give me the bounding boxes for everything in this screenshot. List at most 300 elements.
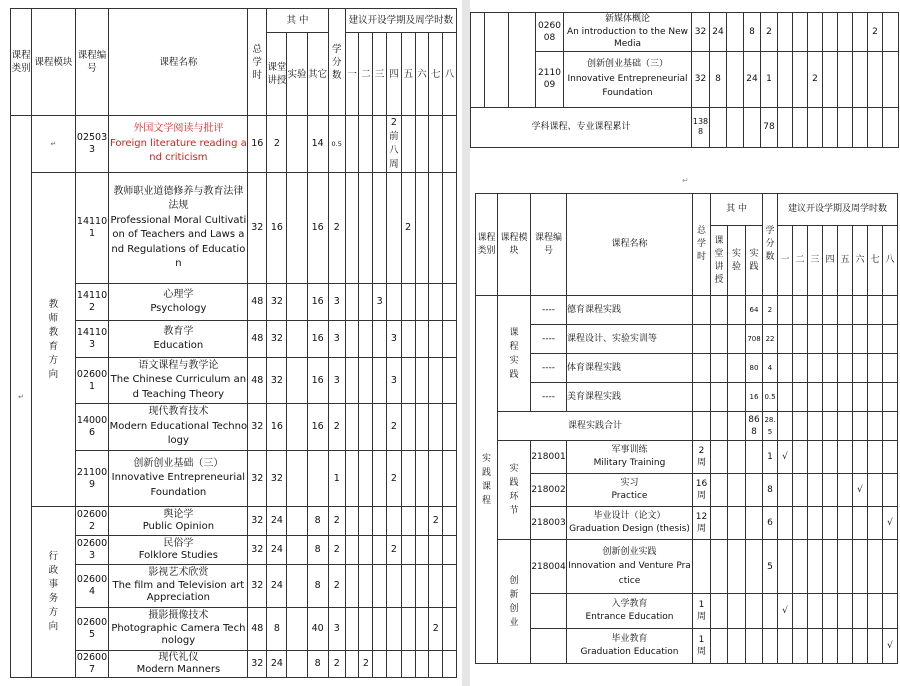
empty-cell	[838, 383, 853, 412]
sem-4	[386, 507, 401, 536]
sem-8: √	[883, 507, 898, 540]
total-hours: 48	[248, 321, 267, 358]
sem-2	[793, 540, 808, 594]
other-hours: 8	[744, 13, 761, 52]
sem-1	[345, 651, 359, 678]
course-name: 语文课程与教学论 The Chinese Curriculum and Teaching Theory	[109, 358, 248, 404]
sem-3	[373, 404, 387, 451]
empty-cell	[808, 383, 823, 412]
header-credit: 学分数	[328, 9, 345, 116]
lecture-hours: 24	[267, 536, 287, 565]
total-hours: 32	[248, 173, 267, 284]
header-credit: 学分数	[763, 194, 778, 296]
total-hours: 32	[248, 451, 267, 507]
empty-cell	[823, 354, 838, 383]
header-category: 课程类别	[11, 9, 32, 116]
sem-2	[793, 13, 808, 52]
empty-cell	[838, 412, 853, 441]
course-code: 026007	[75, 651, 109, 678]
sem-6	[853, 507, 868, 540]
course-code: 141101	[75, 173, 109, 284]
credit: 3	[328, 321, 345, 358]
experiment-hours	[287, 451, 307, 507]
course-name: 入学教育 Entrance Education	[567, 594, 693, 629]
lecture-hours: 24	[267, 507, 287, 536]
sem-3	[373, 173, 387, 284]
sem-5	[838, 13, 853, 52]
sem-4: 2	[386, 536, 401, 565]
sem-4	[823, 474, 838, 507]
table-row	[11, 358, 457, 404]
sem-8	[443, 565, 457, 608]
header-sem-3: 三	[808, 226, 823, 296]
sem-5	[838, 51, 853, 107]
sem-8	[443, 651, 457, 678]
empty-cell	[838, 325, 853, 354]
course-name: 美育课程实践	[567, 383, 693, 412]
sem-8	[883, 540, 898, 594]
category-cell: ↵	[11, 116, 32, 678]
sem-6	[415, 565, 429, 608]
sem-8	[443, 451, 457, 507]
empty-cell	[868, 354, 883, 383]
course-name: 影视艺术欣赏 The film and Television art Appreciation	[109, 565, 248, 608]
table-row	[476, 594, 898, 629]
sem-1	[345, 404, 359, 451]
table-row	[476, 540, 898, 594]
header-sem-1: 一	[778, 226, 793, 296]
subtotal-credit: 78	[761, 107, 778, 147]
sem-5	[838, 507, 853, 540]
course-code: ----	[531, 325, 567, 354]
sem-6	[415, 404, 429, 451]
course-code: 218003	[531, 507, 567, 540]
sem-4: 2 前八周	[386, 116, 401, 173]
header-category: 课程类别	[476, 194, 498, 296]
sem-7	[429, 321, 443, 358]
total-hours: 32	[692, 13, 710, 52]
sem-3	[373, 116, 387, 173]
sem-4	[823, 441, 838, 474]
subtotal-label: 学科课程、专业课程累计	[471, 107, 692, 147]
sem-3	[808, 629, 823, 664]
total-hours: 16 周	[693, 474, 711, 507]
course-code: 211009	[536, 51, 564, 107]
sem-4	[386, 173, 401, 284]
sem-2	[793, 594, 808, 629]
sem-3	[373, 608, 387, 651]
table-row	[476, 325, 898, 354]
sem-2	[359, 565, 373, 608]
total-hours: 1 周	[693, 629, 711, 664]
lecture-hours: 32	[267, 451, 287, 507]
sem-2	[359, 321, 373, 358]
header-total-hours: 总学时	[248, 9, 267, 116]
sem-3	[808, 594, 823, 629]
sem-8	[883, 51, 899, 107]
header-sem-5: 五	[401, 33, 415, 116]
total-hours: 32	[248, 651, 267, 678]
sem-1	[345, 507, 359, 536]
module-cell: ↵	[32, 116, 75, 173]
empty-cell	[853, 354, 868, 383]
header-code: 课程编号	[531, 194, 567, 296]
sem-8	[443, 536, 457, 565]
empty-cell	[711, 507, 728, 540]
course-practice-total-label: 课程实践合计	[498, 412, 693, 441]
sem-6	[415, 321, 429, 358]
empty-cell	[808, 296, 823, 325]
empty-cell	[883, 296, 898, 325]
sem-8	[443, 321, 457, 358]
sem-7	[868, 629, 883, 664]
empty-cell	[728, 507, 746, 540]
header-sem-7: 七	[429, 33, 443, 116]
header-sem-1: 一	[345, 33, 359, 116]
empty-cell	[778, 354, 793, 383]
other-hours: 8	[307, 651, 328, 678]
sem-8	[443, 608, 457, 651]
sem-2	[359, 116, 373, 173]
course-code: ----	[531, 354, 567, 383]
course-name: 创新创业实践 Innovation and Venture Practice	[567, 540, 693, 594]
lecture-hours: 8	[267, 608, 287, 651]
credit	[763, 594, 778, 629]
practice-total: 868	[746, 412, 763, 441]
credit: 4	[763, 354, 778, 383]
credit: 1	[763, 441, 778, 474]
module-admin: 行政事务方向	[32, 507, 75, 678]
other-hours: 16	[307, 358, 328, 404]
course-name: 毕业设计（论文） Graduation Design (thesis)	[567, 507, 693, 540]
module-practice-link: 实践环节	[498, 441, 531, 540]
header-module: 课程模块	[498, 194, 531, 296]
empty-cell	[868, 412, 883, 441]
table-row	[11, 404, 457, 451]
header-other: 其它	[307, 33, 328, 116]
empty-cell	[823, 325, 838, 354]
sem-1	[345, 284, 359, 321]
header-sem-6: 六	[853, 226, 868, 296]
course-code: 211009	[75, 451, 109, 507]
sem-7: 2	[429, 507, 443, 536]
empty-cell	[693, 296, 711, 325]
course-code: 026001	[75, 358, 109, 404]
sem-5	[401, 284, 415, 321]
sem-1	[778, 13, 793, 52]
sem-5	[401, 536, 415, 565]
table-row	[11, 284, 457, 321]
header-sem-3: 三	[373, 33, 387, 116]
sem-4	[823, 540, 838, 594]
lecture-hours: 24	[267, 565, 287, 608]
other-hours: 16	[307, 321, 328, 358]
sem-7	[429, 651, 443, 678]
table-row	[11, 507, 457, 536]
course-name: 军事训练 Military Training	[567, 441, 693, 474]
sem-6	[415, 284, 429, 321]
empty-cell	[808, 325, 823, 354]
sem-4	[386, 565, 401, 608]
course-code	[531, 629, 567, 664]
sem-3	[808, 540, 823, 594]
header-sem-7: 七	[868, 226, 883, 296]
sem-5	[401, 608, 415, 651]
sem-7: 2	[868, 13, 883, 52]
header-lecture: 课堂讲授	[711, 226, 728, 296]
course-code: 026008	[536, 13, 564, 52]
empty-cell	[883, 325, 898, 354]
course-code: 218002	[531, 474, 567, 507]
empty-cell	[693, 325, 711, 354]
sem-6: √	[853, 474, 868, 507]
experiment-hours	[727, 13, 744, 52]
credit: 3	[328, 284, 345, 321]
credit: 3	[328, 608, 345, 651]
sem-6	[415, 358, 429, 404]
sem-2	[359, 536, 373, 565]
empty-cell	[693, 383, 711, 412]
empty-cell	[728, 540, 746, 594]
sem-6	[853, 13, 868, 52]
course-code: 026003	[75, 536, 109, 565]
course-code: 141102	[75, 284, 109, 321]
paragraph-mark: ↵	[682, 176, 689, 185]
sem-3	[373, 565, 387, 608]
sem-2	[359, 608, 373, 651]
experiment-hours	[287, 565, 307, 608]
empty-cell	[823, 107, 838, 147]
sem-1	[345, 321, 359, 358]
sem-6	[853, 540, 868, 594]
header-sem-2: 二	[359, 33, 373, 116]
sem-6	[853, 594, 868, 629]
sem-2	[359, 404, 373, 451]
sem-7	[868, 540, 883, 594]
sem-6	[853, 51, 868, 107]
experiment-hours	[287, 358, 307, 404]
lecture-hours: 8	[710, 51, 727, 107]
empty-cell	[711, 594, 728, 629]
course-name: 舆论学 Public Opinion	[109, 507, 248, 536]
practice-hours: 80	[746, 354, 763, 383]
sem-4	[823, 629, 838, 664]
empty-cell	[853, 107, 868, 147]
header-among: 其 中	[711, 194, 763, 226]
credit: 5	[763, 540, 778, 594]
empty-cell	[728, 383, 746, 412]
sem-4	[386, 284, 401, 321]
empty-cell	[868, 107, 883, 147]
total-hours: 32	[248, 536, 267, 565]
course-code: 140006	[75, 404, 109, 451]
table-row	[476, 383, 898, 412]
credit: 2	[328, 404, 345, 451]
table-row	[11, 116, 457, 173]
empty-cell	[711, 354, 728, 383]
sem-2	[793, 51, 808, 107]
table-row	[11, 321, 457, 358]
sem-7	[868, 507, 883, 540]
table-row	[476, 474, 898, 507]
course-code: 218001	[531, 441, 567, 474]
sem-5	[838, 540, 853, 594]
other-hours: 16	[307, 284, 328, 321]
header-total-hours: 总学时	[693, 194, 711, 296]
course-code	[531, 594, 567, 629]
sem-1	[345, 358, 359, 404]
credit-total: 28.5	[763, 412, 778, 441]
sem-8	[883, 441, 898, 474]
course-code: 026002	[75, 507, 109, 536]
sem-1	[345, 565, 359, 608]
empty-cell	[778, 383, 793, 412]
course-name: 德育课程实践	[567, 296, 693, 325]
course-code: 025033	[75, 116, 109, 173]
header-experiment: 实验	[287, 33, 307, 116]
header-name: 课程名称	[567, 194, 693, 296]
empty-cell	[793, 296, 808, 325]
header-sem-4: 四	[823, 226, 838, 296]
empty-cell	[823, 412, 838, 441]
course-name: 新媒体概论 An introduction to the New Media	[564, 13, 692, 52]
credit: 22	[763, 325, 778, 354]
sem-8	[443, 358, 457, 404]
credit: 2	[761, 13, 778, 52]
credit: 2	[328, 507, 345, 536]
sem-1	[345, 608, 359, 651]
course-name: 心理学 Psychology	[109, 284, 248, 321]
category-cell	[485, 13, 509, 108]
practice-course-table	[475, 193, 898, 664]
empty-cell	[711, 540, 728, 594]
sem-1	[345, 451, 359, 507]
sem-1	[778, 51, 793, 107]
empty-cell	[693, 412, 711, 441]
empty-cell	[778, 296, 793, 325]
header-module: 课程模块	[32, 9, 75, 116]
sem-1	[778, 540, 793, 594]
sem-2	[793, 474, 808, 507]
empty-cell	[711, 296, 728, 325]
credit: 3	[328, 358, 345, 404]
course-code: 141103	[75, 321, 109, 358]
credit: 2	[328, 173, 345, 284]
empty-cell	[728, 412, 746, 441]
table-row	[11, 173, 457, 284]
course-name: 外国文学阅读与批评 Foreign literature reading and criticism	[109, 116, 248, 173]
other-hours: 40	[307, 608, 328, 651]
course-name: 创新创业基础（三） Innovative Entrepreneurial Foundation	[109, 451, 248, 507]
sem-7	[429, 116, 443, 173]
sem-1	[345, 536, 359, 565]
empty-cell	[778, 412, 793, 441]
other-hours: 16	[307, 173, 328, 284]
credit: 6	[763, 507, 778, 540]
other-hours	[307, 451, 328, 507]
sem-8	[443, 284, 457, 321]
sem-6	[415, 536, 429, 565]
sem-4	[823, 13, 838, 52]
total-hours: 48	[248, 358, 267, 404]
course-code: 026005	[75, 608, 109, 651]
lecture-hours: 32	[267, 321, 287, 358]
empty-cell	[746, 507, 763, 540]
total-hours: 32	[248, 404, 267, 451]
empty-cell	[711, 412, 728, 441]
header-sem-8: 八	[443, 33, 457, 116]
sem-7	[429, 358, 443, 404]
experiment-hours	[287, 116, 307, 173]
sem-1	[778, 629, 793, 664]
course-name: 教育学 Education	[109, 321, 248, 358]
header-among: 其 中	[267, 9, 328, 33]
table-row	[476, 507, 898, 540]
sem-4: 2	[386, 451, 401, 507]
other-hours: 8	[307, 536, 328, 565]
sem-8	[443, 116, 457, 173]
course-code: 218004	[531, 540, 567, 594]
sem-2: 2	[359, 651, 373, 678]
course-name: 课程设计、实验实训等	[567, 325, 693, 354]
sem-5	[838, 474, 853, 507]
empty-cell	[793, 354, 808, 383]
sem-8	[443, 507, 457, 536]
empty-cell	[746, 594, 763, 629]
header-name: 课程名称	[109, 9, 248, 116]
sem-7	[429, 451, 443, 507]
course-code: 026004	[75, 565, 109, 608]
empty-cell	[793, 412, 808, 441]
sem-5	[401, 651, 415, 678]
empty-cell	[728, 594, 746, 629]
course-name: 体育课程实践	[567, 354, 693, 383]
sem-7	[429, 284, 443, 321]
total-hours: 16	[248, 116, 267, 173]
credit: 2	[328, 565, 345, 608]
sem-7	[868, 441, 883, 474]
table-row	[11, 565, 457, 608]
experiment-hours	[287, 173, 307, 284]
empty-cell	[853, 325, 868, 354]
table-row	[471, 13, 899, 52]
sem-4: 3	[386, 321, 401, 358]
total-hours: 1 周	[693, 594, 711, 629]
empty-cell	[746, 540, 763, 594]
course-name: 教师职业道德修养与教育法律法规 Professional Moral Cultivation of Teachers and Laws and Regulations of Education	[109, 173, 248, 284]
experiment-hours	[287, 507, 307, 536]
sem-2	[359, 451, 373, 507]
empty-cell	[853, 412, 868, 441]
sem-4: 3	[386, 358, 401, 404]
table-row	[476, 296, 898, 325]
empty-cell	[793, 383, 808, 412]
course-code: ----	[531, 296, 567, 325]
empty-cell	[883, 383, 898, 412]
sem-5	[401, 451, 415, 507]
empty-cell	[868, 325, 883, 354]
empty-cell	[746, 474, 763, 507]
other-hours: 8	[307, 507, 328, 536]
sem-4	[823, 594, 838, 629]
sem-3	[373, 451, 387, 507]
blank-cell	[471, 13, 485, 108]
sem-5: 2	[401, 173, 415, 284]
empty-cell	[728, 441, 746, 474]
sem-6	[415, 173, 429, 284]
empty-cell	[711, 383, 728, 412]
lecture-hours: 16	[267, 173, 287, 284]
